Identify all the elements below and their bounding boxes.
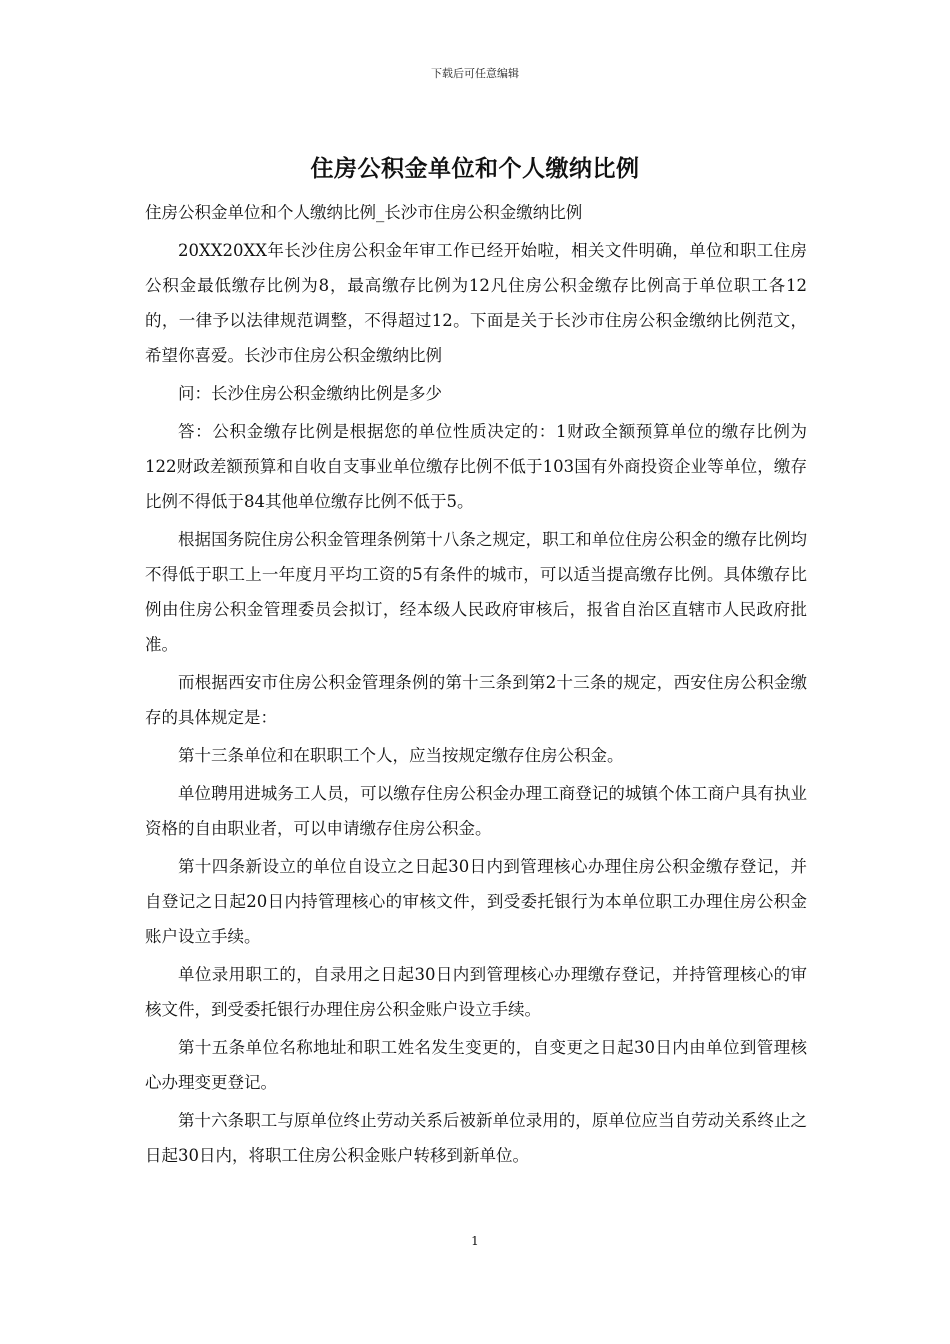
paragraph-6: 第十三条单位和在职职工个人，应当按规定缴存住房公积金。 — [178, 746, 624, 765]
document-title: 住房公积金单位和个人缴纳比例 — [310, 155, 640, 182]
paragraph-11: 第十六条职工与原单位终止劳动关系后被新单位录用的，原单位应当自劳动关系终止之日起30日内，将职工住房公积金账户转移到新单位。 — [145, 1111, 807, 1165]
page-number: 1 — [471, 1234, 479, 1248]
paragraph-3: 答：公积金缴存比例是根据您的单位性质决定的：1财政全额预算单位的缴存比例为122财政差额预算和自收自支事业单位缴存比例不低于103国有外商投资企业等单位，缴存比例不得低于84其他单位缴存比例不低于5。 — [145, 422, 807, 511]
paragraph-1: 20XX20XX年长沙住房公积金年审工作已经开始啦，相关文件明确，单位和职工住房公积金最低缴存比例为8，最高缴存比例为12凡住房公积金缴存比例高于单位职工各12的，一律予以法律规范调整，不得超过12。下面是关于长沙市住房公积金缴纳比例范文，希望你喜爱。长沙市住房公积金缴纳比例 — [145, 241, 807, 365]
document-subtitle: 住房公积金单位和个人缴纳比例_长沙市住房公积金缴纳比例 — [145, 203, 583, 222]
document-body — [145, 195, 807, 1176]
paragraph-10: 第十五条单位名称地址和职工姓名发生变更的，自变更之日起30日内由单位到管理核心办理变更登记。 — [145, 1038, 807, 1092]
page-header: 下载后可任意编辑 — [431, 67, 519, 80]
paragraph-4: 根据国务院住房公积金管理条例第十八条之规定，职工和单位住房公积金的缴存比例均不得低于职工上一年度月平均工资的5有条件的城市，可以适当提高缴存比例。具体缴存比例由住房公积金管理委员会拟订，经本级人民政府审核后，报省自治区直辖市人民政府批准。 — [145, 530, 807, 654]
paragraph-2: 问：长沙住房公积金缴纳比例是多少 — [178, 384, 442, 403]
paragraph-9: 单位录用职工的，自录用之日起30日内到管理核心办理缴存登记，并持管理核心的审核文件，到受委托银行办理住房公积金账户设立手续。 — [145, 965, 807, 1019]
paragraph-7: 单位聘用进城务工人员，可以缴存住房公积金办理工商登记的城镇个体工商户具有执业资格的自由职业者，可以申请缴存住房公积金。 — [145, 784, 807, 838]
paragraph-5: 而根据西安市住房公积金管理条例的第十三条到第2十三条的规定，西安住房公积金缴存的具体规定是： — [145, 673, 807, 727]
paragraph-8: 第十四条新设立的单位自设立之日起30日内到管理核心办理住房公积金缴存登记，并自登记之日起20日内持管理核心的审核文件，到受委托银行为本单位职工办理住房公积金账户设立手续。 — [145, 857, 807, 946]
